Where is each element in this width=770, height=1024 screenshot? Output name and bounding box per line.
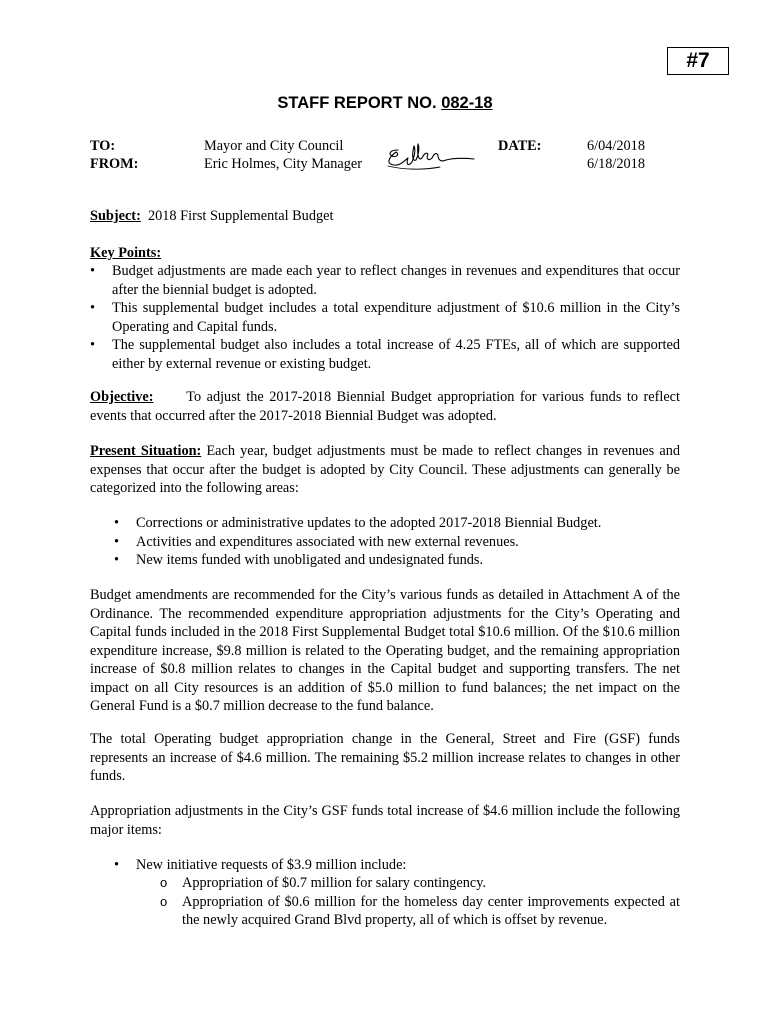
situation-area-text: Activities and expenditures associated with new external revenues.: [136, 533, 519, 550]
present-situation-paragraph: [90, 442, 680, 498]
major-item-text: New initiative requests of $3.9 million include:: [136, 857, 407, 873]
key-points-heading: [90, 244, 680, 263]
list-item: [114, 856, 680, 875]
situation-areas-list: [114, 514, 656, 570]
key-point-text: The supplemental budget also includes a total increase of 4.25 FTEs, all of which are supported either by external revenue or existing budget.: [112, 337, 680, 372]
date-label: DATE:: [498, 138, 542, 154]
list-item: [160, 893, 680, 930]
bullet-icon: •: [114, 552, 120, 568]
key-points-label: Key Points:: [90, 245, 162, 261]
report-title: [0, 94, 770, 113]
amendments-paragraph: Budget amendments are recommended for the City’s various funds as detailed in Attachment A of the Ordinance. The recommended expenditure appropriation adjustments for the City’s Operating and Capital funds included in the 2018 First Supplemental Budget total $10.6 million. Of the $10.6 million expenditure increase, $9.8 million is related to the Operating budget, and the remaining appropriation increase of $0.8 million relates to changes in the Capital budget and supporting transfers. The net impact on all City resources is an addition of $5.0 million to fund balances; the net impact on the General Fund is a $0.7 million decrease to the fund balance.: [90, 587, 680, 714]
list-item: [160, 874, 680, 893]
situation-area-text: New items funded with unobligated and undesignated funds.: [136, 552, 484, 568]
list-item: [114, 533, 656, 552]
bullet-icon: •: [90, 337, 96, 353]
bullet-icon: •: [114, 857, 120, 873]
list-item: [114, 514, 656, 533]
report-title-prefix: STAFF REPORT NO.: [277, 94, 442, 112]
to-label: TO:: [90, 138, 116, 154]
present-situation-text: Each year, budget adjustments must be made to reflect changes in revenues and expenses that occur after the budget is adopted by City Council. These adjustments can generally be categorized into the following areas:: [90, 443, 680, 496]
present-situation-label: Present Situation:: [90, 443, 202, 459]
list-item: [90, 336, 680, 373]
sub-item-text: Appropriation of $0.6 million for the homeless day center improvements expected at the newly acquired Grand Blvd property, all of which is offset by revenue.: [182, 893, 680, 928]
objective-text: To adjust the 2017-2018 Biennial Budget appropriation for various funds to reflect events that occurred after the 2017-2018 Biennial Budget was adopted.: [90, 389, 680, 424]
circle-bullet-icon: o: [160, 875, 168, 890]
bullet-icon: •: [90, 300, 96, 316]
list-item: [114, 551, 656, 570]
circle-bullet-icon: o: [160, 893, 168, 909]
subject-text: 2018 First Supplemental Budget: [147, 208, 334, 224]
key-point-text: This supplemental budget includes a total expenditure adjustment of $10.6 million in the City’s Operating and Capital funds.: [112, 300, 680, 335]
report-number: 082-18: [441, 94, 493, 112]
subject-line: [90, 207, 680, 226]
date-second: 6/18/2018: [587, 156, 645, 172]
bullet-icon: •: [90, 263, 96, 279]
objective-paragraph: [90, 388, 680, 425]
gsf-adjustments-paragraph: Appropriation adjustments in the City’s GSF funds total increase of $4.6 million include the following major items:: [90, 803, 680, 838]
major-items-list: [114, 856, 680, 875]
major-sub-items-list: [160, 874, 680, 930]
sub-item-text: Appropriation of $0.7 million for salary contingency.: [182, 875, 487, 891]
from-label: FROM:: [90, 156, 139, 172]
agenda-item-number: #7: [667, 47, 729, 75]
list-item: [90, 299, 680, 336]
to-value: Mayor and City Council: [204, 138, 344, 154]
key-points-list: [90, 262, 680, 373]
objective-label: Objective:: [90, 389, 154, 405]
bullet-icon: •: [114, 515, 120, 531]
bullet-icon: •: [114, 533, 120, 550]
list-item: [90, 262, 680, 299]
situation-area-text: Corrections or administrative updates to the adopted 2017-2018 Biennial Budget.: [136, 515, 602, 531]
date-first: 6/04/2018: [587, 138, 645, 154]
operating-change-paragraph: The total Operating budget appropriation change in the General, Street and Fire (GSF) funds represents an increase of $4.6 million. The remaining $5.2 million increase relates to changes in other funds.: [90, 731, 680, 784]
handwritten-signature: [384, 136, 476, 176]
subject-label: Subject:: [90, 208, 141, 224]
from-value: Eric Holmes, City Manager: [204, 156, 363, 172]
key-point-text: Budget adjustments are made each year to reflect changes in revenues and expenditures that occur after the biennial budget is adopted.: [112, 263, 680, 298]
